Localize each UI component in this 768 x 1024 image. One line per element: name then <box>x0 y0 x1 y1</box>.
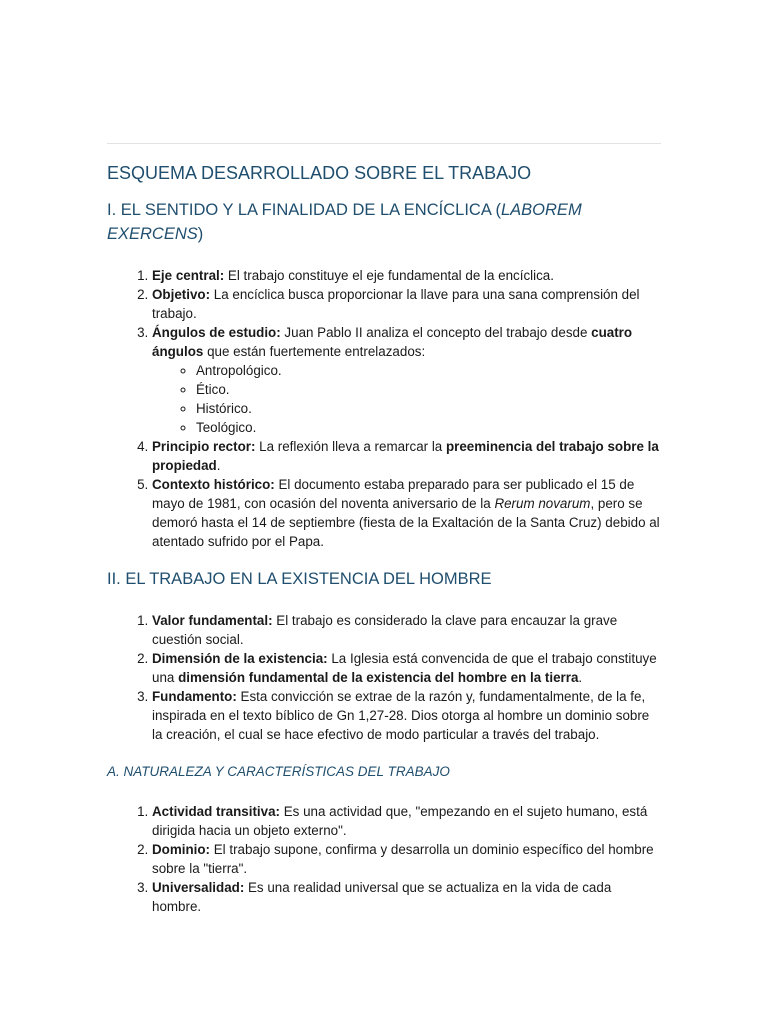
angle-item: ◦ Ético. <box>196 380 663 399</box>
list-item: 1. Valor fundamental: El trabajo es considerado la clave para encauzar la grave cuestión social. <box>152 611 663 649</box>
list-item: 3. Fundamento: Esta convicción se extrae de la razón y, fundamentalmente, de la fe, inspirada en el texto bíblico de Gn 1,27-28. Dios otorga al hombre un dominio sobre la creación, el cual se hace efectivo de modo particular a través del trabajo. <box>152 687 663 744</box>
angle-item: ◦ Antropológico. <box>196 361 663 380</box>
list-item: 4. Principio rector: La reflexión lleva a remarcar la preeminencia del trabajo sobre la propiedad. <box>152 437 663 475</box>
list-item: 2. Objetivo: La encíclica busca proporcionar la llave para una sana comprensión del trabajo. <box>152 285 663 323</box>
section-2-heading: II. EL TRABAJO EN LA EXISTENCIA DEL HOMBRE <box>107 570 492 588</box>
document-title: ESQUEMA DESARROLLADO SOBRE EL TRABAJO <box>107 163 532 183</box>
list-item: 3. Universalidad: Es una realidad universal que se actualiza en la vida de cada hombre. <box>152 878 663 916</box>
list-item: 2. Dominio: El trabajo supone, confirma y desarrolla un dominio específico del hombre sobre la "tierra". <box>152 840 663 878</box>
list-item: 5. Contexto histórico: El documento estaba preparado para ser publicado el 15 de mayo de 1981, con ocasión del noventa aniversario de la Rerum novarum, pero se demoró hasta el 14 de septiembre (fiesta de la Exaltación de la Santa Cruz) debido al atentado sufrido por el Papa. <box>152 475 663 551</box>
subsection-a-heading: A. NATURALEZA Y CARACTERÍSTICAS DEL TRABAJO <box>107 764 450 779</box>
subsection-a-list <box>107 802 663 916</box>
section-1-list <box>107 266 663 551</box>
document-content <box>107 160 663 916</box>
top-divider <box>107 143 661 144</box>
angles-list <box>152 361 663 437</box>
list-item: 2. Dimensión de la existencia: La Iglesia está convencida de que el trabajo constituye una dimensión fundamental de la existencia del hombre en la tierra. <box>152 649 663 687</box>
section-2-list <box>107 611 663 744</box>
angle-item: ◦ Teológico. <box>196 418 663 437</box>
list-item: 1. Actividad transitiva: Es una actividad que, "empezando en el sujeto humano, está dirigida hacia un objeto externo". <box>152 802 663 840</box>
section-1-heading: I. EL SENTIDO Y LA FINALIDAD DE LA ENCÍCLICA (LABOREM EXERCENS) <box>107 201 582 243</box>
list-item: 1. Eje central: El trabajo constituye el eje fundamental de la encíclica. <box>152 266 663 285</box>
angle-item: ◦ Histórico. <box>196 399 663 418</box>
list-item: 3. Ángulos de estudio: Juan Pablo II analiza el concepto del trabajo desde cuatro ángulos que están fuertemente entrelazados: ◦ Antropológico. ◦ Ético. ◦ Histórico. ◦ Teológico. <box>152 323 663 437</box>
